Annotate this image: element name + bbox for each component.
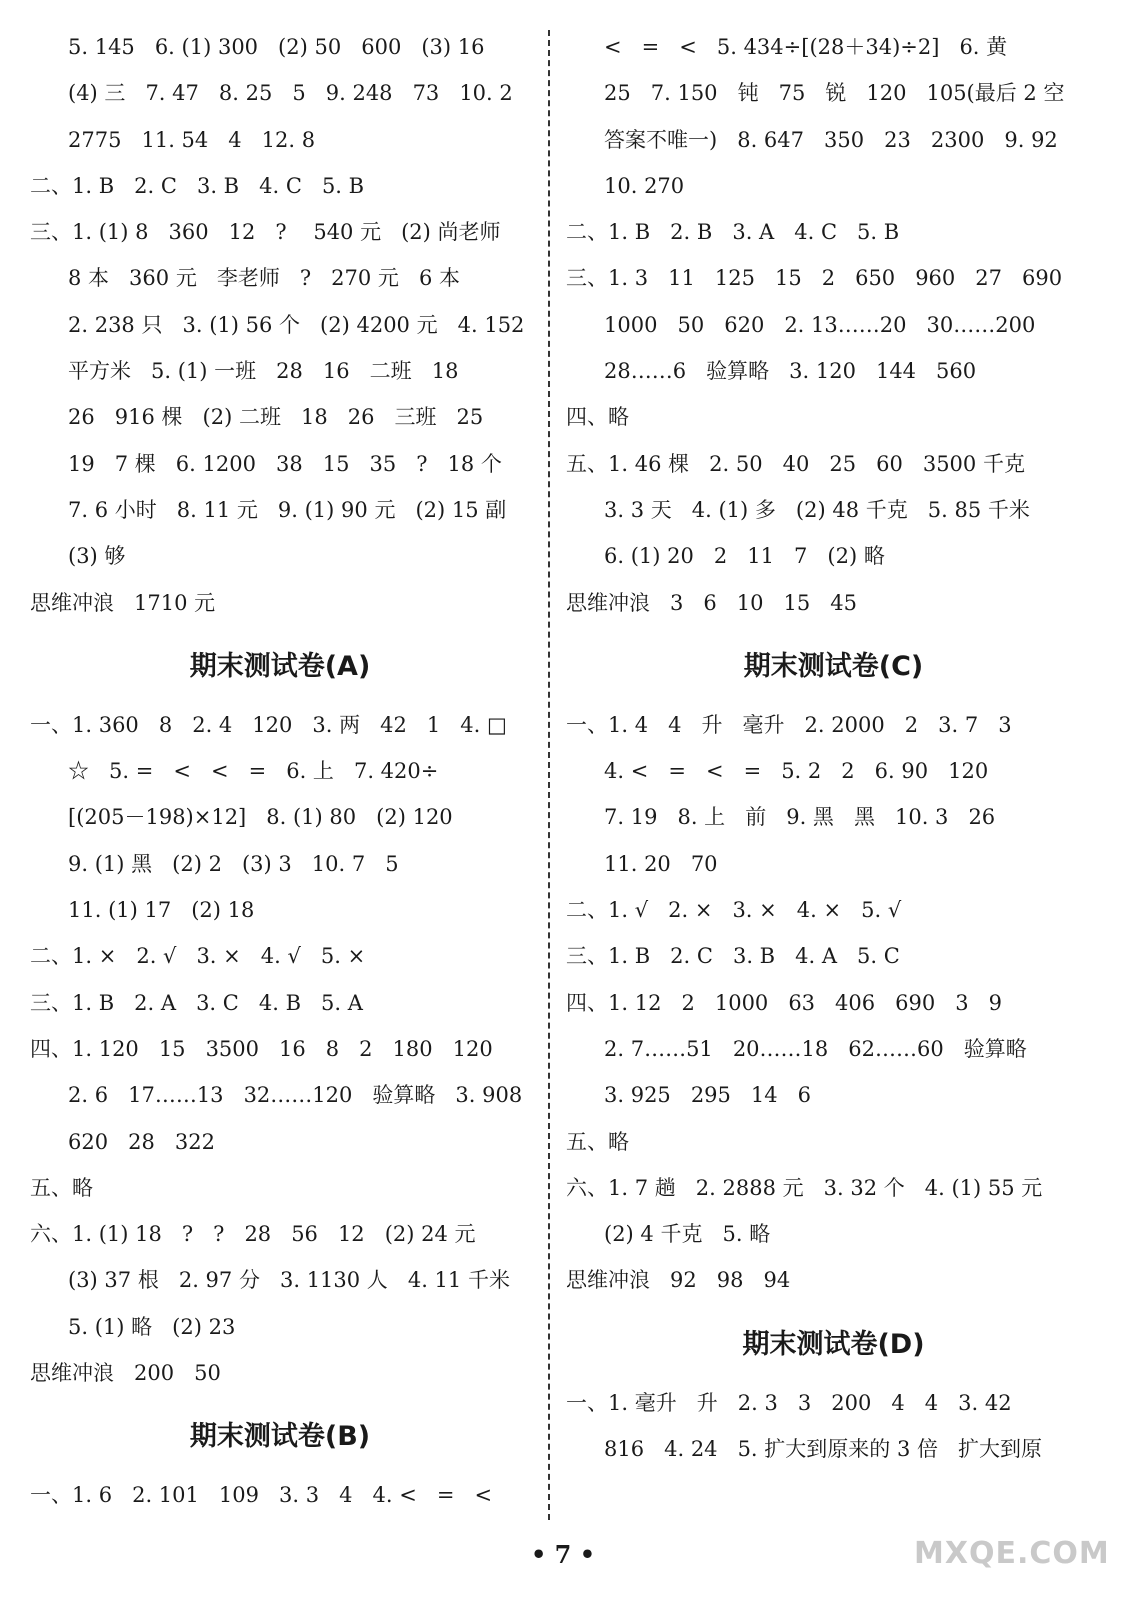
answer-line: 五、略 [566, 1129, 629, 1154]
answer-line: 三、1. (1) 8 360 12 ? 540 元 (2) 尚老师 [30, 220, 501, 245]
answer-line: 3. 925 295 14 6 [604, 1083, 812, 1108]
answer-line: (2) 4 千克 5. 略 [604, 1222, 771, 1247]
answer-line: 6. (1) 20 2 11 7 (2) 略 [604, 544, 885, 569]
answer-line: 三、1. B 2. A 3. C 4. B 5. A [30, 990, 363, 1015]
right-column [566, 24, 1101, 1472]
answer-line: (3) 够 [68, 544, 126, 569]
answer-line: 5. (1) 略 (2) 23 [68, 1314, 236, 1339]
answer-line: 19 7 棵 6. 1200 38 15 35 ? 18 个 [68, 451, 502, 476]
answer-line: 2. 7……51 20……18 62……60 验算略 [604, 1036, 1027, 1061]
answer-line: 5. 145 6. (1) 300 (2) 50 600 (3) 16 [68, 35, 485, 59]
answer-line: 二、1. B 2. C 3. B 4. C 5. B [30, 173, 365, 198]
section-heading: 期末测试卷(D) [742, 1328, 925, 1360]
answer-line: 10. 270 [604, 173, 685, 198]
watermark-logo: MXQE.COM [914, 1536, 1110, 1571]
answer-line: 9. (1) 黑 (2) 2 (3) 3 10. 7 5 [68, 851, 399, 876]
answer-line: 一、1. 毫升 升 2. 3 3 200 4 4 3. 42 [566, 1390, 1012, 1415]
answer-line: 四、1. 12 2 1000 63 406 690 3 9 [566, 990, 1003, 1015]
answer-line: [(205－198)×12] 8. (1) 80 (2) 120 [68, 805, 453, 830]
column-divider [548, 30, 550, 1520]
left-column [30, 24, 530, 1519]
answer-line: 思维冲浪 3 6 10 15 45 [566, 590, 858, 615]
answer-line: 2. 6 17……13 32……120 验算略 3. 908 [68, 1083, 523, 1108]
answer-line: 8 本 360 元 李老师 ? 270 元 6 本 [68, 266, 460, 291]
answer-line: 思维冲浪 92 98 94 [566, 1268, 791, 1293]
answer-line: 7. 6 小时 8. 11 元 9. (1) 90 元 (2) 15 副 [68, 497, 507, 522]
answer-line: 六、1. (1) 18 ? ? 28 56 12 (2) 24 元 [30, 1222, 476, 1247]
answer-line: 4. < = < = 5. 2 2 6. 90 120 [604, 759, 989, 784]
answer-line: 2. 238 只 3. (1) 56 个 (2) 4200 元 4. 152 [68, 312, 525, 337]
answer-line: 3. 3 天 4. (1) 多 (2) 48 千克 5. 85 千米 [604, 497, 1030, 522]
section-heading: 期末测试卷(B) [189, 1421, 371, 1453]
answer-line: 2775 11. 54 4 12. 8 [68, 127, 316, 152]
answer-line: 一、1. 360 8 2. 4 120 3. 两 42 1 4. □ [30, 712, 507, 737]
answer-line: 四、1. 120 15 3500 16 8 2 180 120 [30, 1036, 493, 1061]
answer-line: 二、1. √ 2. × 3. × 4. × 5. √ [566, 898, 902, 923]
answer-line: 816 4. 24 5. 扩大到原来的 3 倍 扩大到原 [604, 1437, 1043, 1462]
answer-line: 620 28 322 [68, 1129, 215, 1154]
answer-line: (3) 37 根 2. 97 分 3. 1130 人 4. 11 千米 [68, 1268, 510, 1293]
answer-line: 二、1. × 2. √ 3. × 4. √ 5. × [30, 944, 366, 969]
answer-line: 三、1. B 2. C 3. B 4. A 5. C [566, 944, 900, 969]
answer-line: 11. 20 70 [604, 851, 718, 876]
answer-line: 一、1. 4 4 升 毫升 2. 2000 2 3. 7 3 [566, 712, 1012, 737]
answer-line: 25 7. 150 钝 75 锐 120 105(最后 2 空 [604, 81, 1065, 106]
answer-line: 六、1. 7 趟 2. 2888 元 3. 32 个 4. (1) 55 元 [566, 1175, 1043, 1200]
answer-line: 答案不唯一) 8. 647 350 23 2300 9. 92 [604, 127, 1058, 152]
answer-line: 1000 50 620 2. 13……20 30……200 [604, 312, 1036, 337]
answer-line: 11. (1) 17 (2) 18 [68, 898, 255, 923]
answer-line: 一、1. 6 2. 101 109 3. 3 4 4. < = < [30, 1483, 493, 1508]
answer-line: 五、略 [30, 1175, 93, 1200]
section-heading: 期末测试卷(C) [743, 650, 924, 682]
answer-line: 思维冲浪 1710 元 [30, 590, 216, 615]
answer-line: 26 916 棵 (2) 二班 18 26 三班 25 [68, 405, 484, 430]
page-number: • 7 • [530, 1540, 596, 1569]
answer-line: 7. 19 8. 上 前 9. 黑 黑 10. 3 26 [604, 805, 996, 830]
answer-line: 四、略 [566, 405, 629, 430]
answer-line: 平方米 5. (1) 一班 28 16 二班 18 [68, 359, 459, 384]
answer-line: ☆ 5. = < < = 6. 上 7. 420÷ [68, 759, 439, 784]
answer-line: 五、1. 46 棵 2. 50 40 25 60 3500 千克 [566, 451, 1025, 476]
answer-line: 思维冲浪 200 50 [30, 1361, 221, 1386]
answer-line: 28……6 验算略 3. 120 144 560 [604, 359, 977, 384]
section-heading: 期末测试卷(A) [189, 650, 371, 682]
answer-line: 三、1. 3 11 125 15 2 650 960 27 690 [566, 266, 1063, 291]
answer-line: 二、1. B 2. B 3. A 4. C 5. B [566, 220, 900, 245]
answer-line: < = < 5. 434÷[(28＋34)÷2] 6. 黄 [604, 35, 1008, 59]
answer-line: (4) 三 7. 47 8. 25 5 9. 248 73 10. 2 [68, 81, 513, 106]
